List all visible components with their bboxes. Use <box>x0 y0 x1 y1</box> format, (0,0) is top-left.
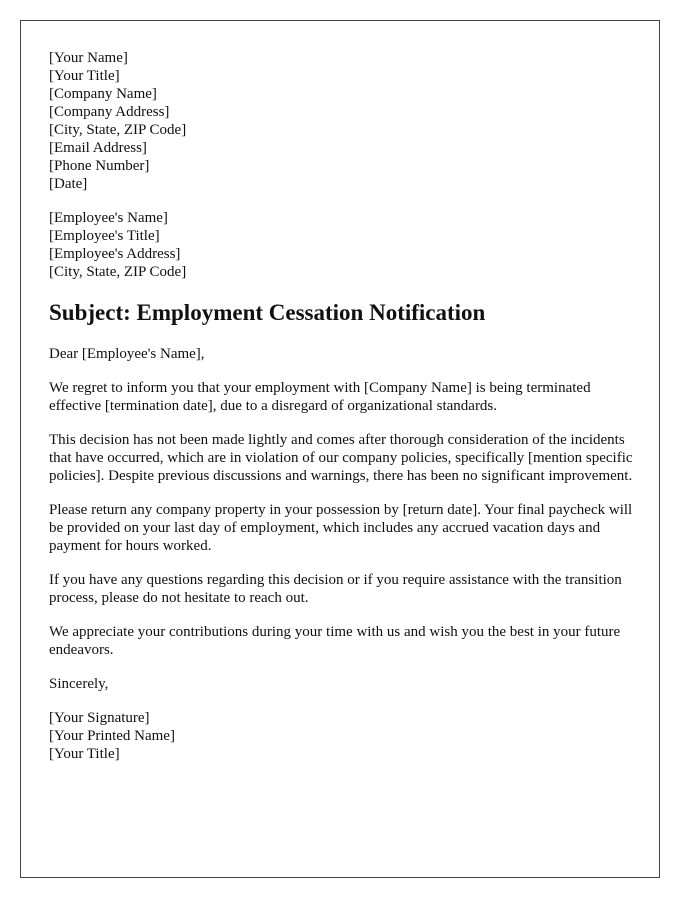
subject-heading: Subject: Employment Cessation Notification <box>49 300 486 325</box>
recipient-block <box>49 209 639 281</box>
sender-email: [Email Address] <box>49 140 147 156</box>
letter-page <box>20 20 660 878</box>
sender-block <box>49 49 639 193</box>
recipient-name: [Employee's Name] <box>49 210 168 226</box>
sender-phone: [Phone Number] <box>49 158 150 174</box>
letter-date: [Date] <box>49 176 88 192</box>
recipient-title: [Employee's Title] <box>49 228 160 244</box>
sender-title: [Your Title] <box>49 68 120 84</box>
body-paragraph-2: This decision has not been made lightly and comes after thorough consideration of the incidents that have occurred, which are in violation of our company policies, specifically [mention specific policies]. Despite previous discussions and warnings, there has been no significant improvement. <box>49 432 633 484</box>
body-paragraph-5: We appreciate your contributions during your time with us and wish you the best in your future endeavors. <box>49 624 621 658</box>
body-paragraph-3: Please return any company property in your possession by [return date]. Your final paycheck will be provided on your last day of employment, which includes any accrued vacation days and payment for hours worked. <box>49 502 633 554</box>
sender-company: [Company Name] <box>49 86 157 102</box>
sender-name: [Your Name] <box>49 50 128 66</box>
recipient-city-state-zip: [City, State, ZIP Code] <box>49 264 187 280</box>
body-paragraph-4: If you have any questions regarding this decision or if you require assistance with the transition process, please do not hesitate to reach out. <box>49 572 622 606</box>
sender-city-state-zip: [City, State, ZIP Code] <box>49 122 187 138</box>
letter-content <box>49 49 639 763</box>
salutation: Dear [Employee's Name], <box>49 346 205 362</box>
signature-line: [Your Signature] <box>49 710 150 726</box>
signature-block <box>49 709 639 763</box>
signer-title: [Your Title] <box>49 746 120 762</box>
printed-name: [Your Printed Name] <box>49 728 175 744</box>
spacer <box>49 193 639 209</box>
closing: Sincerely, <box>49 676 109 692</box>
recipient-address: [Employee's Address] <box>49 246 181 262</box>
sender-address: [Company Address] <box>49 104 170 120</box>
body-paragraph-1: We regret to inform you that your employment with [Company Name] is being terminated effective [termination date], due to a disregard of organizational standards. <box>49 380 591 414</box>
